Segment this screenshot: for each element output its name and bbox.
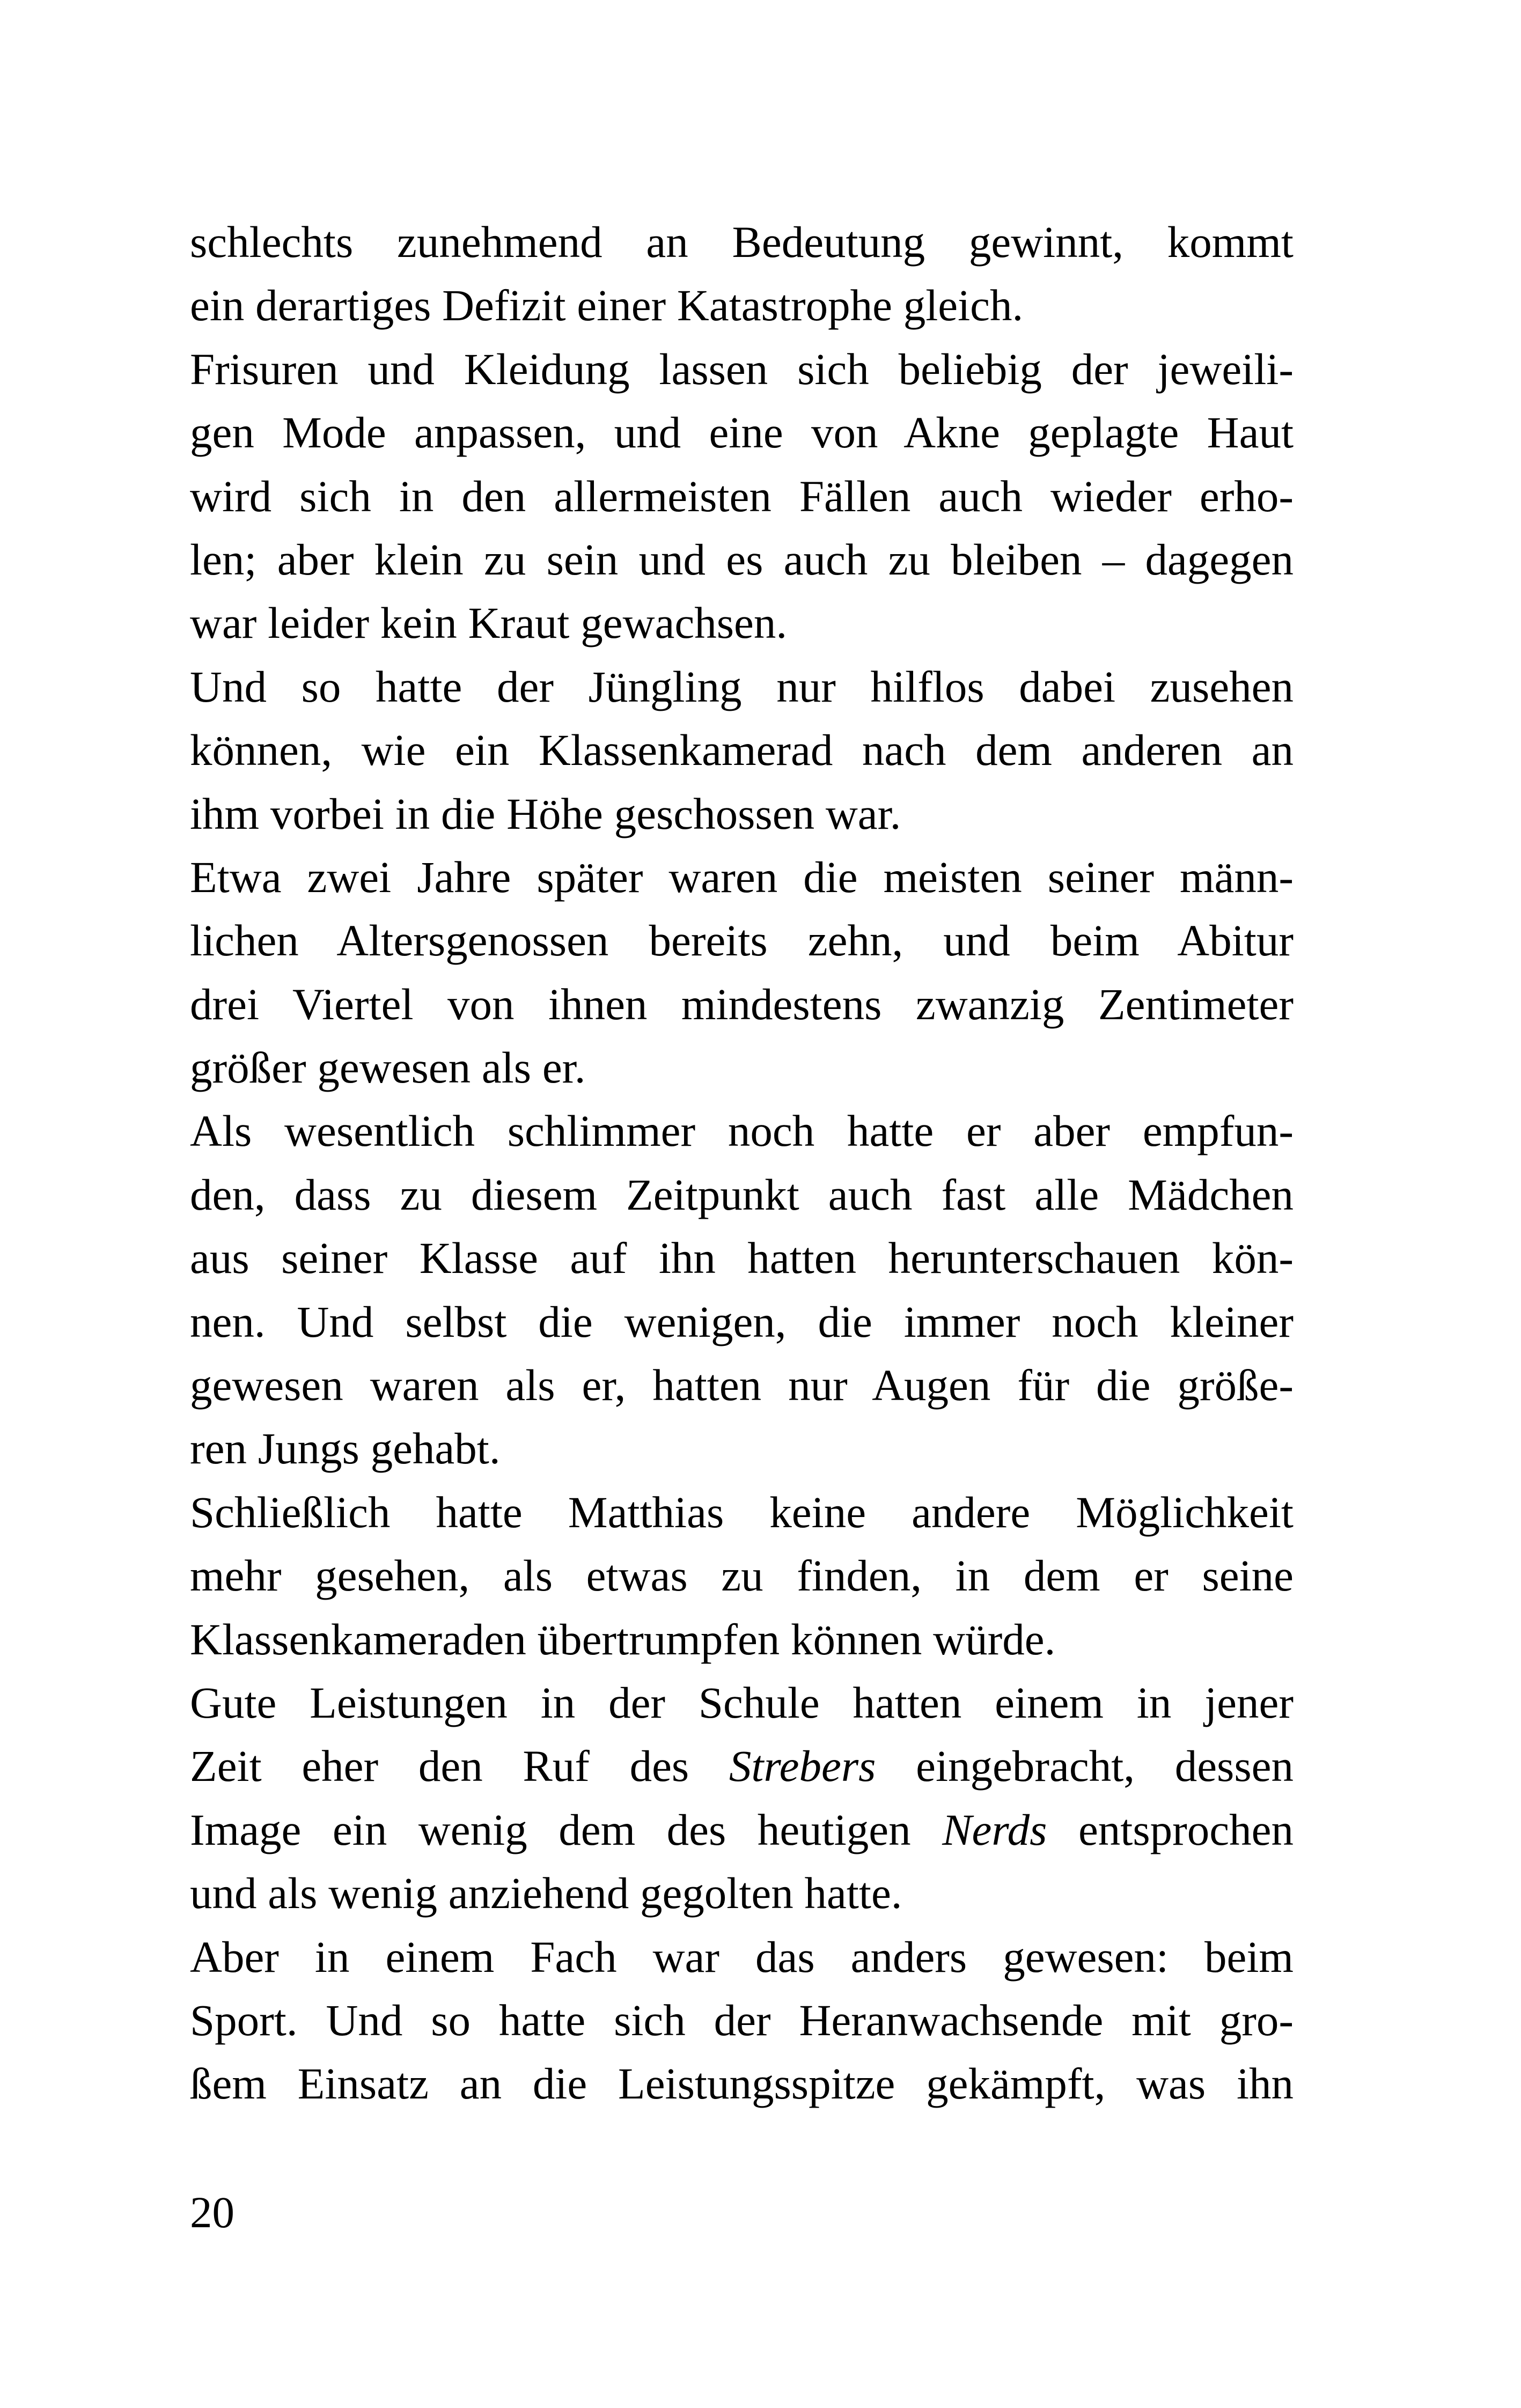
text-line: drei Viertel von ihnen mindestens zwanzig Zentimeter [190,979,1294,1029]
text-line: gewesen waren als er, hatten nur Augen für die größe- [190,1360,1294,1410]
text-segment: eingebracht, dessen [876,1741,1294,1791]
text-line: lichen Altersgenossen bereits zehn, und beim Abitur [190,916,1294,966]
text-line: schlechts zunehmend an Bedeutung gewinnt, kommt [190,217,1294,267]
text-line: ren Jungs gehabt. [190,1424,501,1474]
text-line: größer gewesen als er. [190,1043,586,1093]
text-line: gen Mode anpassen, und eine von Akne geplagte Haut [190,408,1294,458]
text-line: Und so hatte der Jüngling nur hilflos dabei zusehen [190,661,1294,711]
text-line: ein derartiges Defizit einer Katastrophe gleich. [190,281,1024,330]
text-line: nen. Und selbst die wenigen, die immer noch kleiner [190,1297,1294,1346]
text-line: Etwa zwei Jahre später waren die meisten seiner männ- [190,852,1294,902]
page-number: 20 [190,2188,234,2237]
text-line: Als wesentlich schlimmer noch hatte er aber empfun- [190,1106,1294,1156]
text-line: Frisuren und Kleidung lassen sich beliebig der jeweili- [190,344,1294,394]
body-text [190,210,1294,2116]
text-line: den, dass zu diesem Zeitpunkt auch fast alle Mädchen [190,1169,1294,1219]
text-line: wird sich in den allermeisten Fällen auch wieder erho- [190,471,1294,521]
text-line: und als wenig anziehend gegolten hatte. [190,1868,902,1918]
text-line: war leider kein Kraut gewachsen. [190,598,788,648]
text-line [190,1734,1294,1798]
text-line: Schließlich hatte Matthias keine andere Möglichkeit [190,1487,1294,1537]
text-segment: Image ein wenig dem des heutigen [190,1805,943,1854]
italic-word: Strebers [729,1741,876,1791]
text-line: Klassenkameraden übertrumpfen können würde. [190,1614,1056,1664]
text-line [190,1798,1294,1861]
text-line: können, wie ein Klassenkamerad nach dem anderen an [190,725,1294,775]
text-segment: entsprochen [1047,1805,1294,1854]
text-segment: Zeit eher den Ruf des [190,1741,729,1791]
text-line: mehr gesehen, als etwas zu finden, in dem er seine [190,1551,1294,1601]
text-line: ßem Einsatz an die Leistungsspitze gekämpft, was ihn [190,2059,1294,2109]
text-line: Gute Leistungen in der Schule hatten einem in jener [190,1677,1294,1727]
text-line: Aber in einem Fach war das anders gewesen: beim [190,1932,1294,1982]
text-line: len; aber klein zu sein und es auch zu bleiben – dagegen [190,534,1294,584]
italic-word: Nerds [942,1805,1047,1854]
text-line: Sport. Und so hatte sich der Heranwachsende mit gro- [190,1995,1294,2045]
text-line: aus seiner Klasse auf ihn hatten herunterschauen kön- [190,1233,1294,1283]
text-line: ihm vorbei in die Höhe geschossen war. [190,789,901,838]
